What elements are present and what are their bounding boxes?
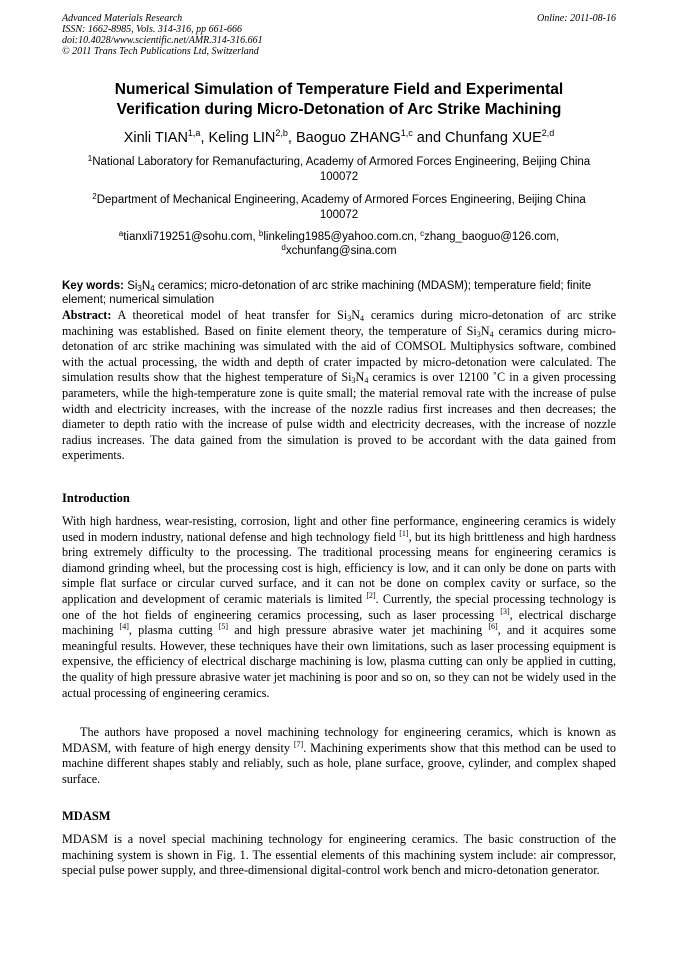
author-2: Keling LIN (208, 130, 276, 146)
paragraph-text: , plasma cutting (128, 623, 219, 638)
citation-ref: [2] (366, 590, 376, 600)
abstract-text: A theoretical model of heat transfer for Si (111, 308, 348, 322)
title-line-2: Verification during Micro-Detonation of Arc Strike Machining (116, 101, 562, 118)
author-emails (62, 230, 616, 258)
affiliation-1 (62, 155, 616, 185)
abstract (62, 308, 616, 464)
subscript: 4 (360, 314, 365, 323)
citation-ref: [6] (488, 622, 498, 632)
author-separator: , (200, 130, 209, 146)
abstract-text: N (351, 308, 361, 322)
copyright-line: © 2011 Trans Tech Publications Ltd, Switzerland (62, 46, 259, 57)
author-3-marker: 1,c (400, 128, 413, 138)
subscript: 3 (137, 284, 142, 293)
affiliation-2-postcode: 100072 (319, 209, 359, 221)
email-marker-a: a (118, 229, 124, 238)
mdasm-paragraph-1: MDASM is a novel special machining technology for engineering ceramics. The basic construction of the machining system is shown in Fig. 1. The essential elements of this machining system include: air compressor, special pulse power supply, and three-dimensional digital-control work bench and micro-detonation generator. (62, 832, 616, 878)
introduction-paragraph-1 (62, 514, 616, 701)
author-2-marker: 2,b (275, 128, 288, 138)
author-separator: , (287, 130, 296, 146)
keywords (62, 279, 616, 307)
paragraph-text: . Currently, the special processing technology is one of the hot fields of engineering ceramics processing, such as laser processing (62, 591, 616, 622)
introduction-paragraph-2 (62, 725, 616, 787)
abstract-text: ceramics is over 12100 ˚C in a given processing parameters, while the high-temperature zone is quite small; the material removal rate with the increase of pulse width and electricity increases, with the increase of the nozzle radius first increases and then decreases; the diameter to depth ratio with the increase of pulse width and electricity decreases, with the increase of nozzle radius increases. The data gained from the simulation is proved to be accordant with the data gained from experiments. (62, 370, 616, 463)
mdasm-heading: MDASM (62, 809, 111, 823)
subscript: 3 (476, 329, 481, 339)
paragraph-text: , electrical discharge machining (62, 607, 616, 638)
keywords-text: Si (124, 280, 138, 292)
subscript: 4 (150, 284, 155, 293)
email-c: zhang_baoguo@126.com, (424, 231, 560, 243)
author-separator: and (412, 130, 446, 146)
author-3: Baoguo ZHANG (295, 130, 401, 146)
citation-ref: [3] (500, 606, 510, 616)
paragraph-text: The authors have proposed a novel machining technology for engineering ceramics, which is known as MDASM, with feature of high energy density (62, 725, 616, 755)
paragraph-text: and high pressure abrasive water jet machining (228, 623, 489, 638)
abstract-label: Abstract: (62, 308, 112, 322)
email-b: linkeling1985@yahoo.com.cn, (263, 231, 421, 243)
abstract-text: ceramics during micro-detonation of arc strike machining was established. Based on finite element theory, the temperature of Si (62, 308, 616, 338)
affiliation-1-postcode: 100072 (319, 171, 359, 183)
journal-header (62, 13, 616, 57)
paragraph-text: With high hardness, wear-resisting, corrosion, light and other fine performance, engineering ceramics is widely used in modern industry, national defense and high technology field (62, 514, 616, 544)
abstract-text: ceramics during micro-detonation of arc strike machining was simulated with the aid of COMSOL Multiphysics software, combined with the actual processing, the width and depth of crater impacted by micro-detonation were calculated. The simulation results show that the highest temperature of Si (62, 323, 616, 385)
affiliation-2 (62, 193, 616, 223)
paragraph-text: . Machining experiments show that this method can be used to machine different shapes stably and reliably, such as hole, plane surface, groove, cylinder, and complex shaped surface. (62, 740, 616, 786)
email-marker-b: b (258, 229, 264, 238)
email-marker-c: c (420, 229, 425, 238)
affiliation-2-marker: 2 (92, 192, 97, 201)
abstract-text: N (480, 323, 490, 338)
keywords-text: N (141, 280, 151, 292)
affiliation-1-marker: 1 (87, 154, 93, 163)
journal-name: Advanced Materials Research (62, 13, 183, 24)
subscript: 3 (347, 314, 352, 323)
keywords-label: Key words: (62, 280, 124, 292)
author-4: Chunfang XUE (445, 130, 542, 146)
email-marker-d: d (281, 243, 286, 252)
issn-line: ISSN: 1662-8985, Vols. 314-316, pp 661-666 (62, 24, 242, 35)
title-line-1: Numerical Simulation of Temperature Field and Experimental (114, 81, 564, 98)
doi-line: doi:10.4028/www.scientific.net/AMR.314-316.661 (62, 35, 263, 46)
paper-title (62, 80, 616, 120)
citation-ref: [7] (293, 739, 304, 749)
paragraph-text: , but its high brittleness and high hardness bring extremely difficulty to the processing. The traditional processing means for engineering ceramics is diamond grinding wheel, but the processing cost is high, efficiency is low, and it can only be done on parts with simple flat surface or circular curved surface, and it can not be done on complex cavity or surface, so the application and development of ceramic materials is limited (62, 529, 616, 606)
paragraph-text: , and it acquires some meaningful results. However, these techniques have their own limitations, such as laser processing equipment is expensive, the efficiency of electrical discharge machining is low, plasma cutting can only be applied in cutting, the quality of high pressure abrasive water jet machining is poor and so on, so they can not be widely used in the actual processing of engineering ceramics. (62, 623, 617, 700)
introduction-heading: Introduction (62, 491, 130, 505)
citation-ref: [1] (399, 528, 409, 538)
author-1: Xinli TIAN (123, 130, 188, 146)
author-1-marker: 1,a (187, 128, 201, 138)
subscript: 3 (351, 376, 356, 386)
author-list (62, 129, 616, 147)
affiliation-2-text: Department of Mechanical Engineering, Academy of Armored Forces Engineering, Beijing China (96, 194, 586, 206)
author-4-marker: 2,d (541, 128, 555, 138)
online-date: Online: 2011-08-16 (537, 13, 616, 24)
email-d: xchunfang@sina.com (285, 245, 397, 257)
citation-ref: [4] (119, 622, 129, 632)
citation-ref: [5] (218, 622, 229, 632)
subscript: 4 (364, 376, 369, 386)
email-a: tianxli719251@sohu.com, (123, 231, 259, 243)
keywords-text: ceramics; micro-detonation of arc strike machining (MDASM); temperature field; finite element; numerical simulation (62, 280, 592, 306)
abstract-text: N (355, 370, 365, 385)
subscript: 4 (489, 329, 494, 339)
affiliation-1-text: National Laboratory for Remanufacturing, Academy of Armored Forces Engineering, Beijing China (92, 156, 591, 168)
